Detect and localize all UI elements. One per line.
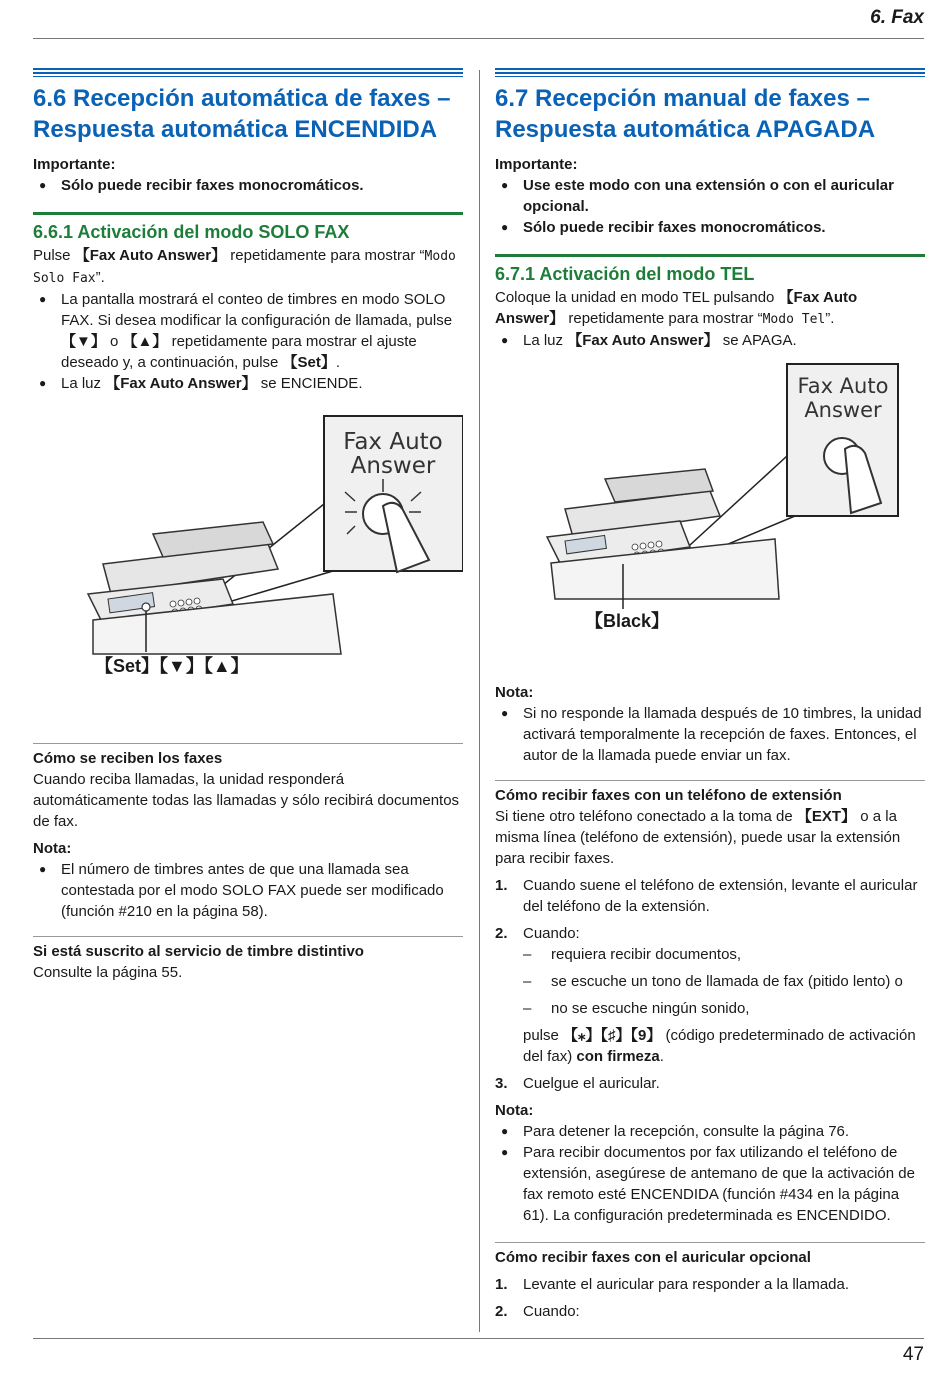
list-item: ● Para detener la recepción, consulte la página 76.	[495, 1121, 925, 1142]
steps-list	[495, 330, 925, 351]
ext-title: Cómo recibir faxes con un teléfono de extensión	[495, 787, 842, 804]
aur-steps	[495, 1274, 925, 1322]
chapter-title: 6. Fax	[870, 7, 924, 28]
list-item: ● Si no responde la llamada después de 10 timbres, la unidad activará temporalmente la recepción de faxes. Entonces, el autor de la llamada puede enviar un fax.	[495, 703, 925, 766]
button-label-line2: Answer	[804, 398, 882, 422]
como-text: Cuando reciba llamadas, la unidad responderá automáticamente todas las llamadas y sólo recibirá documentos de fax.	[33, 771, 460, 830]
subsection-rule	[33, 212, 463, 215]
ext-text: Si tiene otro teléfono conectado a la toma de 【EXT】 o a la misma línea (teléfono de extensión), puede usar la extensión para recibir faxes.	[495, 808, 901, 867]
importante-list	[33, 175, 463, 196]
list-item: ● La luz 【Fax Auto Answer】 se ENCIENDE.	[33, 373, 463, 394]
list-item: ● Sólo puede recibir faxes monocromáticos.	[33, 175, 463, 196]
subsection-title: 6.7.1 Activación del modo TEL	[495, 264, 755, 284]
list-item: ● Use este modo con una extensión o con el auricular opcional.	[495, 175, 925, 217]
list-item: – requiera recibir documentos,	[523, 944, 925, 965]
subsection-title: 6.6.1 Activación del modo SOLO FAX	[33, 222, 350, 242]
nota-label: Nota:	[495, 684, 534, 701]
list-item: 1. Cuando suene el teléfono de extensión, levante el auricular del teléfono de la extensión.	[495, 877, 918, 915]
section-bar	[33, 68, 463, 77]
ext-steps	[495, 875, 925, 1094]
nota-label: Nota:	[33, 840, 72, 857]
section-bar	[495, 68, 925, 77]
dash-list	[495, 944, 925, 1019]
button-label-line2: Answer	[350, 453, 436, 479]
machine-illustration	[495, 351, 925, 676]
divider	[495, 780, 925, 781]
section-title: 6.6 Recepción automática de faxes – Respuesta automática ENCENDIDA	[33, 85, 451, 143]
illustration-caption: 【Set】【▼】【▲】	[95, 656, 249, 676]
aur-title: Cómo recibir faxes con el auricular opcional	[495, 1249, 811, 1266]
right-column	[495, 68, 925, 1328]
nota-label: Nota:	[495, 1102, 534, 1119]
button-label-line1: Fax Auto	[797, 374, 889, 398]
list-item: 2. Cuando:	[495, 1303, 580, 1320]
list-item: 1. Levante el auricular para responder a la llamada.	[495, 1276, 850, 1293]
divider	[495, 1242, 925, 1243]
section-title: 6.7 Recepción manual de faxes – Respuesta automática APAGADA	[495, 85, 876, 143]
intro-paragraph: Pulse 【Fax Auto Answer】 repetidamente para mostrar “Modo Solo Fax”.	[33, 247, 456, 286]
importante-list	[495, 175, 925, 238]
step2-instruction: pulse 【⁎】【♯】【9】 (código predeterminado de activación del fax) con firmeza.	[523, 1027, 916, 1065]
como-title: Cómo se reciben los faxes	[33, 750, 223, 767]
steps-list	[33, 289, 463, 394]
column-divider	[479, 70, 480, 1332]
suscrito-title: Si está suscrito al servicio de timbre distintivo	[33, 943, 364, 960]
suscrito-text: Consulte la página 55.	[33, 964, 183, 981]
list-item: ● Sólo puede recibir faxes monocromáticos.	[495, 217, 925, 238]
nota-list	[33, 859, 463, 922]
divider	[33, 743, 463, 744]
list-item: ● El número de timbres antes de que una llamada sea contestada por el modo SOLO FAX puede ser modificado (función #210 en la página 58).	[33, 859, 463, 922]
importante-label: Importante:	[33, 156, 116, 173]
subsection-rule	[495, 254, 925, 257]
header-rule	[33, 38, 924, 39]
list-item: 3. Cuelgue el auricular.	[495, 1075, 660, 1092]
nota-list	[495, 703, 925, 766]
left-column	[33, 68, 463, 983]
importante-label: Importante:	[495, 156, 578, 173]
list-item: ● La pantalla mostrará el conteo de timbres en modo SOLO FAX. Si desea modificar la configuración de llamada, pulse 【▼】 o 【▲】 repetidamente para mostrar el ajuste deseado y, a continuación, pulse 【Set】.	[33, 289, 463, 373]
printer-drawing	[495, 351, 925, 676]
list-item: ● Para recibir documentos por fax utilizando el teléfono de extensión, asegúrese de antemano de que la activación de fax remoto esté ENCENDIDA (función #434 en la página 61). La configuración predeterminada es ENCENDIDO.	[495, 1142, 925, 1226]
page-number: 47	[902, 1344, 924, 1365]
list-item: 2. Cuando: – requiera recibir documentos, – se escuche un tono de llamada de fax (pitido lento) o – no se escuche ningún sonido, pulse 【⁎】【♯】【9】 (código predeterminado de activación del fax) con firmeza.	[495, 923, 925, 1067]
intro-paragraph: Coloque la unidad en modo TEL pulsando 【Fax Auto Answer】 repetidamente para mostrar “Modo Tel”.	[495, 289, 858, 327]
illustration-caption: 【Black】	[585, 611, 670, 631]
divider	[33, 936, 463, 937]
nota-list	[495, 1121, 925, 1226]
button-label-line1: Fax Auto	[343, 429, 443, 455]
list-item: – se escuche un tono de llamada de fax (pitido lento) o	[523, 971, 925, 992]
footer-rule	[33, 1338, 924, 1339]
list-item: – no se escuche ningún sonido,	[523, 998, 925, 1019]
printer-drawing	[33, 394, 463, 739]
machine-illustration	[33, 394, 463, 739]
list-item: ● La luz 【Fax Auto Answer】 se APAGA.	[495, 330, 925, 351]
